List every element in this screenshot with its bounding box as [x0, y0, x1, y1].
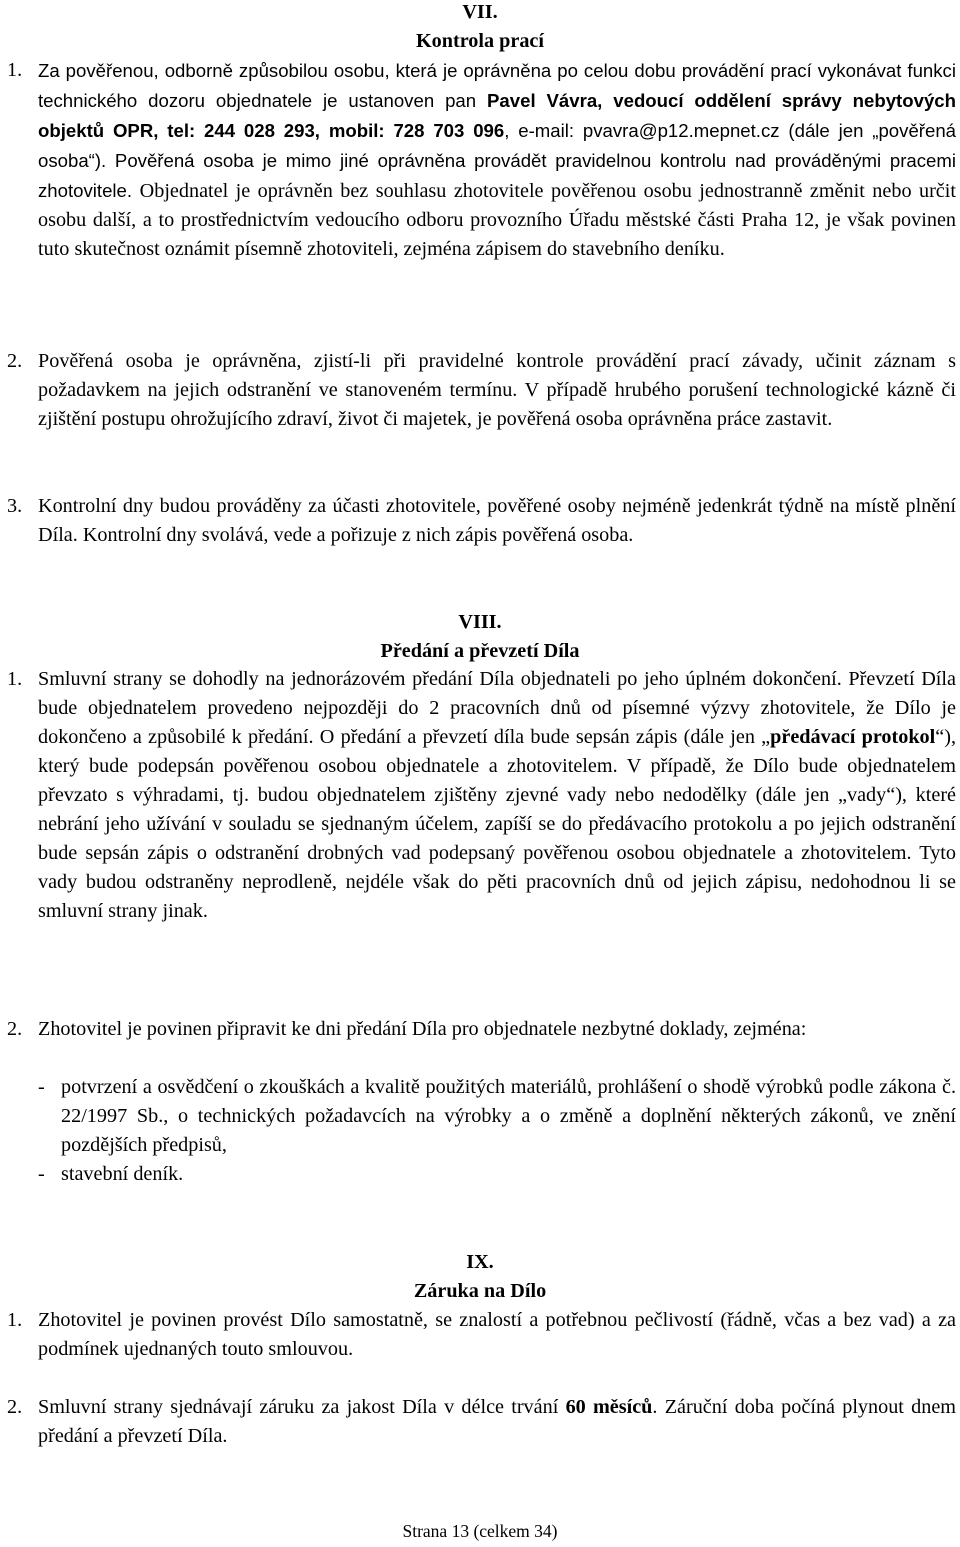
sec8-p2-number: 2.: [7, 1018, 23, 1040]
sec8-p1-number: 1.: [7, 668, 23, 690]
sec7-p2-text: Pověřená osoba je oprávněna, zjistí-li při pravidelné kontrole provádění prací závady, učinit záznam s požadavkem na jejich odstranění ve stanoveném termínu. V případě hrubého porušení technologické kázně či zjištění postupu ohrožujícího zdraví, život či majetek, je pověřená osoba oprávněna práce zastavit.: [38, 350, 956, 430]
sec7-p1-contact-name: Pavel Vávra, vedoucí oddělení správy nebytových objektů OPR, tel: 244 028 293, mobil: 728 703 096: [38, 90, 956, 141]
sec7-p1-part-d: Pověřená osoba je mimo jiné oprávněna provádět pravidelnou kontrolu nad prováděnými pracemi zhotovitele.: [38, 150, 956, 201]
section-7-number: VII.: [462, 1, 498, 23]
sec7-p2-number: 2.: [7, 350, 23, 372]
sec9-p2-part-a: Smluvní strany sjednávají záruku za jakost Díla v délce trvání: [38, 1396, 566, 1418]
section-8-number: VIII.: [458, 611, 502, 633]
sec7-p1-contact-email: , e-mail: pvavra@p12.mepnet.cz (dále jen „pověřená osoba“).: [38, 120, 956, 171]
sec8-p1-part-c: “), který bude podepsán pověřenou osobou objednatele a zhotovitelem. V případě, že Dílo bude objednatelem převzato s výhradami, tj. budou objednatelem zjištěny zjevné vady nebo nedodělky (dále jen „vady“), které nebrání jeho užívání v souladu se sjednaným účelem, zapíší se do předávacího protokolu a po jejich odstranění bude sepsán zápis o odstranění drobných vad podepsaný pověřenou osobou objednatele a zhotovitelem. Tyto vady budou odstraněny neprodleně, nejdéle však do pěti pracovních dnů od jejich zápisu, nedohodnou li se smluvní strany jinak.: [38, 726, 956, 922]
sec7-p1-text: [38, 56, 956, 264]
section-9-title: Záruka na Dílo: [413, 1280, 547, 1302]
sec7-p3-number: 3.: [7, 495, 23, 517]
sec7-p1-part-e: Objednatel je oprávněn bez souhlasu zhotovitele pověřenou osobu jednostranně změnit nebo určit osobu další, a to prostřednictvím vedoucího odboru provozního Úřadu městské části Praha 12, je však povinen tuto skutečnost oznámit písemně zhotoviteli, zejména zápisem do stavebního deníku.: [38, 180, 956, 260]
sec9-p1-text: Zhotovitel je povinen provést Dílo samostatně, se znalostí a potřebnou pečlivostí (řádně, včas a bez vad) a za podmínek ujednaných touto smlouvou.: [38, 1309, 956, 1360]
sec8-p1-part-a: Smluvní strany se dohodly na jednorázovém předání Díla objednateli po jeho úplném dokončení. Převzetí Díla bude objednatelem provedeno nejpozději do 2 pracovních dnů od písemné výzvy zhotovitele, že Dílo je dokončeno a způsobilé k předání. O předání a převzetí díla bude sepsán zápis (dále jen „: [38, 668, 956, 748]
sec9-p2-part-c: . Záruční doba počíná plynout dnem předání a převzetí Díla.: [38, 1396, 957, 1447]
sec8-bullet-1-dash: -: [38, 1076, 45, 1098]
section-9-number: IX.: [466, 1251, 494, 1273]
sec8-p1-handover-protocol: předávací protokol: [770, 726, 936, 748]
sec9-p1-number: 1.: [7, 1309, 23, 1331]
sec9-p2-text: [38, 1393, 956, 1451]
sec8-p2-text: Zhotovitel je povinen připravit ke dni předání Díla pro objednatele nezbytné doklady, zejména:: [38, 1018, 807, 1040]
sec7-p1-number: 1.: [7, 59, 23, 81]
page-footer: Strana 13 (celkem 34): [402, 1521, 558, 1541]
sec8-p1-text: [38, 665, 956, 926]
section-8-title: Předání a převzetí Díla: [380, 640, 580, 662]
sec8-bullet-2-dash: -: [38, 1163, 45, 1185]
sec8-bullet-2-text: stavební deník.: [61, 1163, 184, 1185]
sec8-bullet-1-text: potvrzení a osvědčení o zkouškách a kvalitě použitých materiálů, prohlášení o shodě výrobků podle zákona č. 22/1997 Sb., o technických požadavcích na výrobky a o změně a doplnění některých zákonů, ve znění pozdějších předpisů,: [61, 1076, 956, 1156]
sec7-p3-text: Kontrolní dny budou prováděny za účasti zhotovitele, pověřené osoby nejméně jedenkrát týdně na místě plnění Díla. Kontrolní dny svolává, vede a pořizuje z nich zápis pověřená osoba.: [38, 495, 956, 546]
sec7-p1-part-a: Za pověřenou, odborně způsobilou osobu, která je oprávněna po celou dobu provádění prací vykonávat funkci technického dozoru objednatele je ustanoven pan: [38, 60, 956, 111]
section-7-title: Kontrola prací: [415, 30, 545, 52]
sec9-p2-number: 2.: [7, 1396, 23, 1418]
sec9-p2-warranty-period: 60 měsíců: [565, 1396, 653, 1418]
